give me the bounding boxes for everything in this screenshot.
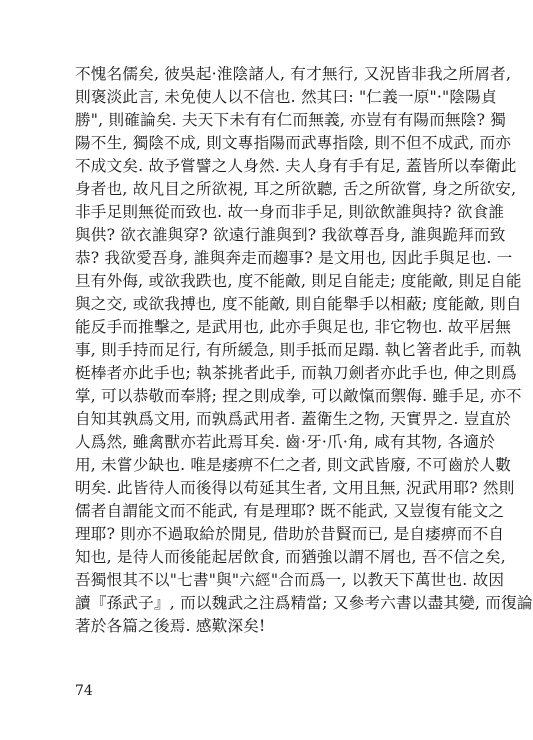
text-line: 著於各篇之後焉. 感歎深矣! [75,617,266,635]
text-line: 不成文矣. 故予嘗譬之人身然. 夫人身有手有足, 蓋皆所以奉衛此 [75,157,517,175]
body-text [75,63,533,638]
text-line: 與供? 欲衣誰與穿? 欲遠行誰與到? 我欲尊吾身, 誰與跪拜而致 [75,226,506,244]
text-line: 明矣. 此皆待人而後得以苟延其生者, 文用且無, 況武用耶? 然則 [75,479,515,497]
text-line: 讀『孫武子』, 而以魏武之注爲精當; 又參考六書以盡其變, 而復論 [75,594,533,612]
text-line: 人爲然, 雖禽獸亦若此焉耳矣. 齒·牙·爪·角, 咸有其物, 各適於 [75,433,495,451]
text-line: 與之交, 或欲我搏也, 度不能敵, 則自能舉手以相蔽; 度能敵, 則自 [75,295,522,313]
text-line: 理耶? 則亦不過取給於閒見, 借助於昔賢而已, 是自痿痹而不自 [75,525,505,543]
text-line: 知也, 是待人而後能起居飲食, 而猶強以謂不屑也, 吾不信之矣, [75,548,506,566]
page-number: 74 [75,683,93,699]
text-line: 用, 未嘗少缺也. 唯是痿痹不仁之者, 則文武皆廢, 不可齒於人數 [75,456,512,474]
text-line: 儒者自謂能文而不能武, 有是理耶? 既不能武, 又豈復有能文之 [75,502,505,520]
text-line: 自知其孰爲文用, 而孰爲武用者. 蓋衛生之物, 天實畀之. 豈直於 [75,410,512,428]
text-line: 事, 則手持而足行, 有所緩急, 則手抵而足蹋. 執匕箸者此手, 而執 [75,341,522,359]
text-line: 勝", 則確論矣. 夫天下未有有仁而無義, 亦豈有有陽而無陰? 獨 [75,111,507,129]
text-line: 掌, 可以恭敬而奉將; 捏之則成拳, 可以敵愾而禦侮. 雖手足, 亦不 [75,387,522,405]
text-line: 能反手而推擊之, 是武用也, 此亦手與足也, 非它物也. 故平居無 [75,318,512,336]
text-line: 恭? 我欲愛吾身, 誰與奔走而趨事? 是文用也, 因此手與足也. 一 [75,249,513,267]
text-line: 梃棒者亦此手也; 執茶挑者此手, 而執刀劍者亦此手也, 伸之則爲 [75,364,517,382]
text-line: 吾獨恨其不以"七書"與"六經"合而爲一, 以教天下萬世也. 故因 [75,571,505,589]
text-line: 不愧名儒矣, 彼吳起·淮陰諸人, 有才無行, 又況皆非我之所屑者, [75,65,512,83]
text-line: 身者也, 故凡目之所欲視, 耳之所欲聽, 舌之所欲嘗, 身之所欲安, [75,180,517,198]
text-line: 旦有外侮, 或欲我跌也, 度不能敵, 則足自能走; 度能敵, 則足自能 [75,272,522,290]
text-line: 非手足則無從而致也. 故一身而非手足, 則欲飲誰與持? 欲食誰 [75,203,505,221]
text-line: 則褒淡此言, 未免使人以不信也. 然其曰: "仁義一原"·"陰陽貞 [75,88,497,106]
text-line: 陽不生, 獨陰不成, 則文專指陽而武專指陰, 則不但不成武, 而亦 [75,134,512,152]
